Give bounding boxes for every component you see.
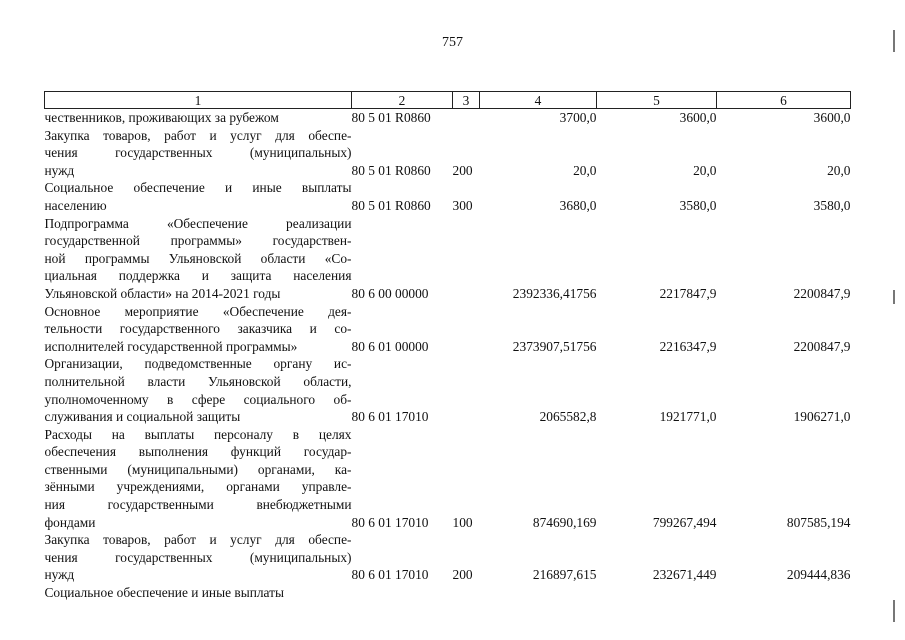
row-value-col4: 3700,0 (559, 110, 597, 125)
table-row (45, 127, 851, 180)
row-value-col6: 3600,0 (813, 110, 851, 125)
header-col-5: 5 (597, 92, 717, 109)
row-value-col4 (480, 584, 597, 602)
header-col-4: 4 (480, 92, 597, 109)
row-name (45, 531, 352, 584)
row-value-col4: 20,0 (573, 162, 597, 178)
row-name-line: обеспечения выполнения функций государ- (44, 444, 352, 460)
row-name-line: тельности государственного заказчика и со- (44, 321, 352, 337)
header-col-1: 1 (45, 92, 352, 109)
row-expense-type (453, 109, 480, 127)
row-name (45, 426, 352, 532)
table-row (45, 303, 851, 356)
row-name (45, 584, 352, 602)
row-code: 80 5 01 R0860 (351, 162, 431, 178)
row-name-line: Организации, подведомственные органу ис- (44, 356, 352, 372)
row-value-col5: 232671,449 (652, 567, 717, 583)
row-name-line: циальная поддержка и защита населения (44, 268, 352, 284)
row-value-col5: 1921771,0 (659, 409, 717, 425)
table-row (45, 584, 851, 602)
row-name-line: служивания и социальной защиты (44, 409, 241, 425)
row-name-line: ной программы Ульяновской области «Со- (44, 250, 352, 266)
table-row (45, 355, 851, 425)
row-code: 80 5 01 R0860 (351, 110, 431, 125)
row-name-line: исполнителей государственной программы» (44, 338, 298, 354)
row-value-col5 (597, 584, 717, 602)
row-name (45, 355, 352, 425)
row-value-col4: 2392336,41756 (512, 285, 597, 301)
row-name-line: Основное мероприятие «Обеспечение дея- (44, 303, 352, 319)
row-name (45, 303, 352, 356)
row-value-col6: 2200847,9 (793, 285, 851, 301)
row-value-col5: 3600,0 (679, 110, 717, 125)
header-col-3: 3 (453, 92, 480, 109)
page-edge-mark (893, 290, 895, 304)
row-expense-type (453, 215, 480, 303)
row-value-col4: 2373907,51756 (512, 338, 597, 354)
row-value-col4: 2065582,8 (539, 409, 597, 425)
table-row (45, 109, 851, 127)
row-expense-type (453, 303, 480, 356)
row-expense-type: 100 (452, 514, 473, 530)
table-row (45, 531, 851, 584)
row-value-col6: 807585,194 (786, 514, 851, 530)
header-row (45, 92, 851, 109)
row-expense-type: 200 (452, 567, 473, 583)
header-col-2: 2 (352, 92, 453, 109)
row-name-line: уполномоченному в сфере социального об- (44, 391, 352, 407)
row-code: 80 6 01 00000 (351, 338, 429, 354)
page-edge-mark (893, 600, 895, 622)
row-code (352, 584, 453, 602)
row-value-col6: 2200847,9 (793, 338, 851, 354)
row-expense-type: 300 (452, 197, 473, 213)
table-header (45, 92, 851, 109)
row-value-col6: 1906271,0 (793, 409, 851, 425)
row-name-line: чественников, проживающих за рубежом (44, 110, 279, 125)
row-code: 80 6 00 00000 (351, 285, 429, 301)
row-name-line: ния государственными внебюджетными (44, 497, 352, 513)
page-number: 757 (442, 35, 463, 50)
row-code: 80 6 01 17010 (351, 514, 429, 530)
row-value-col5: 2217847,9 (659, 285, 717, 301)
table-row (45, 426, 851, 532)
row-name-line: государственной программы» государствен- (44, 233, 352, 249)
row-value-col4: 874690,169 (532, 514, 597, 530)
row-code: 80 6 01 17010 (351, 409, 429, 425)
row-name-line: Подпрограмма «Обеспечение реализации (44, 215, 352, 231)
row-name-line: Социальное обеспечение и иные выплаты (44, 180, 352, 196)
budget-table (44, 91, 851, 602)
row-expense-type (453, 355, 480, 425)
row-name-line: Закупка товаров, работ и услуг для обеспе- (44, 532, 352, 548)
row-name-line: Расходы на выплаты персоналу в целях (44, 426, 352, 442)
row-name (45, 109, 352, 127)
row-name-line: фондами (44, 514, 96, 530)
row-name-line: населению (44, 197, 107, 213)
table-row (45, 179, 851, 214)
row-value-col4: 216897,615 (532, 567, 597, 583)
row-name-line: полнительной власти Ульяновской области, (44, 373, 352, 389)
row-value-col6: 20,0 (827, 162, 851, 178)
row-name-line: чения государственных (муниципальных) (44, 549, 352, 565)
row-name (45, 215, 352, 303)
row-value-col6 (717, 584, 851, 602)
row-name-line: ственными (муниципальными) органами, ка- (44, 461, 352, 477)
row-expense-type (453, 584, 480, 602)
table-row (45, 215, 851, 303)
row-name-line: Социальное обеспечение и иные выплаты (44, 585, 285, 601)
row-name-line: нужд (44, 162, 75, 178)
row-value-col5: 3580,0 (679, 197, 717, 213)
row-value-col5: 799267,494 (652, 514, 717, 530)
row-expense-type: 200 (452, 162, 473, 178)
row-name (45, 179, 352, 214)
header-col-6: 6 (717, 92, 851, 109)
row-name-line: нужд (44, 567, 75, 583)
row-name-line: чения государственных (муниципальных) (44, 145, 352, 161)
page-edge-mark (893, 30, 895, 52)
row-name-line: Ульяновской области» на 2014-2021 годы (44, 285, 281, 301)
row-value-col5: 2216347,9 (659, 338, 717, 354)
row-value-col4: 3680,0 (559, 197, 597, 213)
row-name-line: зёнными учреждениями, органами управле- (44, 479, 352, 495)
row-code: 80 6 01 17010 (351, 567, 429, 583)
row-name (45, 127, 352, 180)
row-value-col6: 209444,836 (786, 567, 851, 583)
row-value-col5: 20,0 (693, 162, 717, 178)
table-body (45, 109, 851, 602)
row-code: 80 5 01 R0860 (351, 197, 431, 213)
row-value-col6: 3580,0 (813, 197, 851, 213)
row-name-line: Закупка товаров, работ и услуг для обеспе- (44, 127, 352, 143)
